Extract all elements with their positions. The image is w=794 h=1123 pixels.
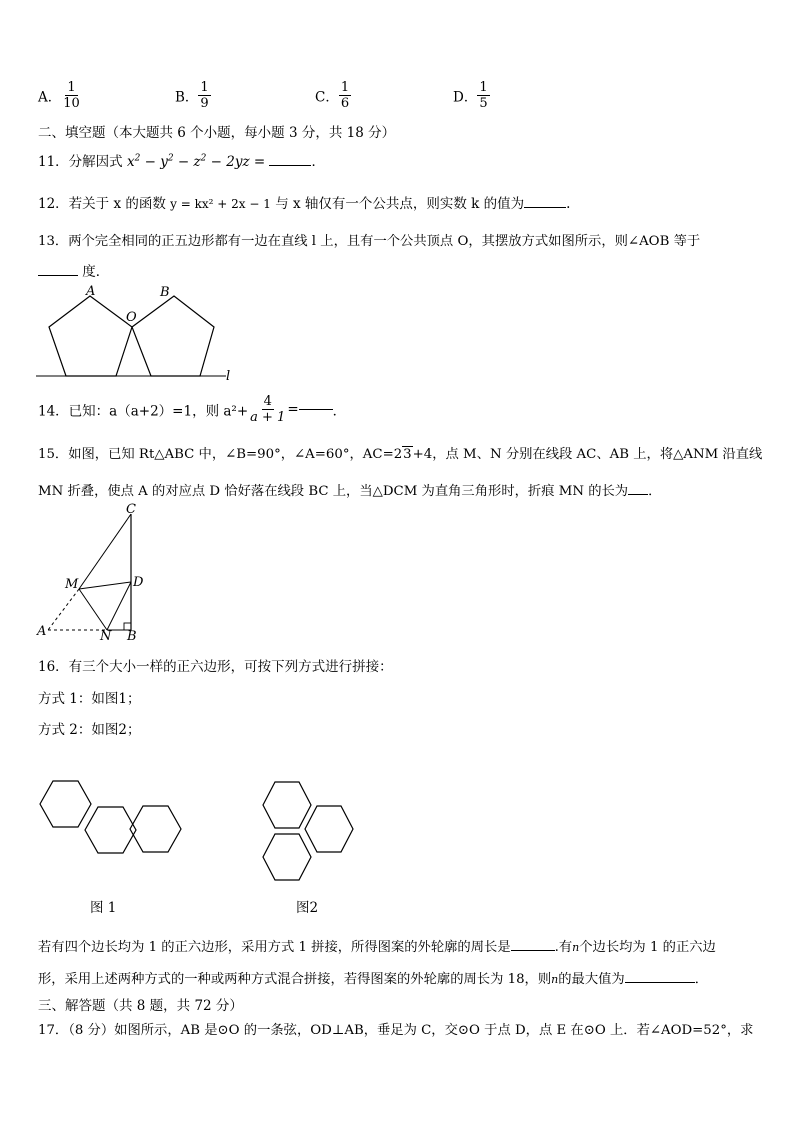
q16-answer-blank-1[interactable] bbox=[511, 950, 555, 951]
question-14: 14．已知：a（a+2）=1，则 a²+ $\frac{4}{a + 1}$ = ． bbox=[38, 394, 347, 425]
q16-paragraph-1: 若有四个边长均为 1 的正六边形，采用方式 1 拼接，所得图案的外轮廓的周长是 .有n个边长均为 1 的正六边 bbox=[38, 940, 716, 955]
left-pentagon bbox=[49, 296, 132, 376]
q16-paragraph-2: 形，采用上述两种方式的一种或两种方式混合拼接，若得图案的外轮廓的周长为 18，则n的最大值为 ． bbox=[38, 972, 709, 987]
fold-mn bbox=[79, 589, 107, 630]
hexagon-3 bbox=[130, 806, 181, 852]
question-17: 17．（8 分）如图所示，AB 是⊙O 的一条弦，OD⊥AB，垂足为 C，交⊙O 于点 D，点 E 在⊙O 上．若∠AOD=52°，求 bbox=[38, 1023, 754, 1038]
q15-triangle-figure bbox=[34, 502, 149, 642]
question-15-line1: 15．如图，已知 Rt△ABC 中，∠B=90°，∠A=60°，AC=23+4，点 M、N 分别在线段 AC、AB 上，将△ANM 沿直线 bbox=[38, 447, 763, 462]
hexagon-top bbox=[263, 782, 311, 828]
fig-2-caption: 图2 bbox=[296, 900, 319, 916]
label-b: B bbox=[160, 285, 170, 300]
q13-pentagon-figure bbox=[30, 283, 245, 383]
q16-figure-2 bbox=[258, 775, 368, 890]
question-11: 11．分解因式 $x^2 - y^2 - z^2 - 2yz$ = ． bbox=[38, 153, 325, 170]
label-n: N bbox=[100, 629, 112, 642]
q16-figure-1 bbox=[38, 775, 188, 865]
question-12: 12．若关于 x 的函数 y = kx² + 2x − 1 与 x 轴仅有一个公共点，则实数 k 的值为 . bbox=[38, 196, 571, 212]
hexagon-2 bbox=[85, 807, 136, 853]
fig-1-caption: 图 1 bbox=[90, 900, 117, 916]
option-c-label: C． bbox=[315, 89, 339, 106]
side-ac-upper bbox=[79, 514, 131, 589]
option-d-label: D． bbox=[453, 89, 478, 106]
label-a: A bbox=[86, 284, 96, 299]
hexagon-right bbox=[305, 806, 353, 852]
q11-expression: $x^2 - y^2 - z^2 - 2yz$ = bbox=[126, 153, 266, 170]
q10-options bbox=[38, 76, 558, 116]
q12-expression: y = kx² + 2x − 1 bbox=[170, 197, 271, 211]
option-a-label: A． bbox=[38, 89, 62, 106]
option-a[interactable] bbox=[38, 80, 82, 111]
option-c-fraction: $\frac{1}{6}$ bbox=[340, 80, 350, 111]
sqrt-3: 3 bbox=[403, 447, 412, 462]
label-m: M bbox=[65, 577, 79, 592]
option-b-fraction: $\frac{1}{9}$ bbox=[200, 80, 209, 111]
label-b: B bbox=[127, 629, 137, 642]
q13-answer-blank[interactable] bbox=[38, 275, 78, 276]
q14-answer-blank[interactable] bbox=[299, 409, 333, 410]
q12-answer-blank[interactable] bbox=[524, 207, 566, 208]
question-15-line2: MN 折叠，使点 A 的对应点 D 恰好落在线段 BC 上，当△DCM 为直角三角形时，折痕 MN 的长为 ． bbox=[38, 484, 662, 499]
hexagon-bottom bbox=[263, 834, 311, 880]
label-c: C bbox=[126, 502, 136, 517]
q16-answer-blank-2[interactable] bbox=[625, 982, 695, 983]
q11-answer-blank[interactable] bbox=[269, 165, 311, 166]
option-b[interactable] bbox=[175, 80, 211, 111]
q16-way-1: 方式 1：如图1； bbox=[38, 691, 141, 707]
q16-way-2: 方式 2：如图2； bbox=[38, 722, 141, 738]
q15-answer-blank[interactable] bbox=[628, 494, 648, 495]
label-d: D bbox=[133, 575, 144, 590]
segment-md bbox=[79, 582, 131, 589]
hexagon-1 bbox=[40, 781, 91, 827]
question-16-line1: 16．有三个大小一样的正六边形，可按下列方式进行拼接： bbox=[38, 659, 393, 675]
label-a: A bbox=[37, 624, 47, 639]
section-2-heading: 二、填空题（本大题共 6 个小题，每小题 3 分，共 18 分） bbox=[38, 125, 396, 141]
question-13-line2: 度． bbox=[38, 260, 109, 280]
option-d-fraction: $\frac{1}{5}$ bbox=[479, 80, 488, 111]
section-3-heading: 三、解答题（共 8 题，共 72 分） bbox=[38, 998, 243, 1014]
option-b-label: B． bbox=[175, 89, 199, 106]
option-c[interactable] bbox=[315, 80, 351, 111]
side-ac-lower-dashed bbox=[48, 589, 79, 630]
option-d[interactable] bbox=[453, 80, 490, 111]
label-o: O bbox=[126, 310, 137, 325]
right-pentagon bbox=[132, 296, 214, 376]
q14-fraction: $\frac{4}{a + 1}$ bbox=[250, 394, 286, 425]
option-a-fraction: $\frac{1}{10}$ bbox=[63, 80, 80, 111]
label-l: l bbox=[226, 369, 231, 383]
question-13-line1: 13．两个完全相同的正五边形都有一边在直线 l 上，且有一个公共顶点 O，其摆放方式如图所示，则∠AOB 等于 bbox=[38, 234, 701, 249]
